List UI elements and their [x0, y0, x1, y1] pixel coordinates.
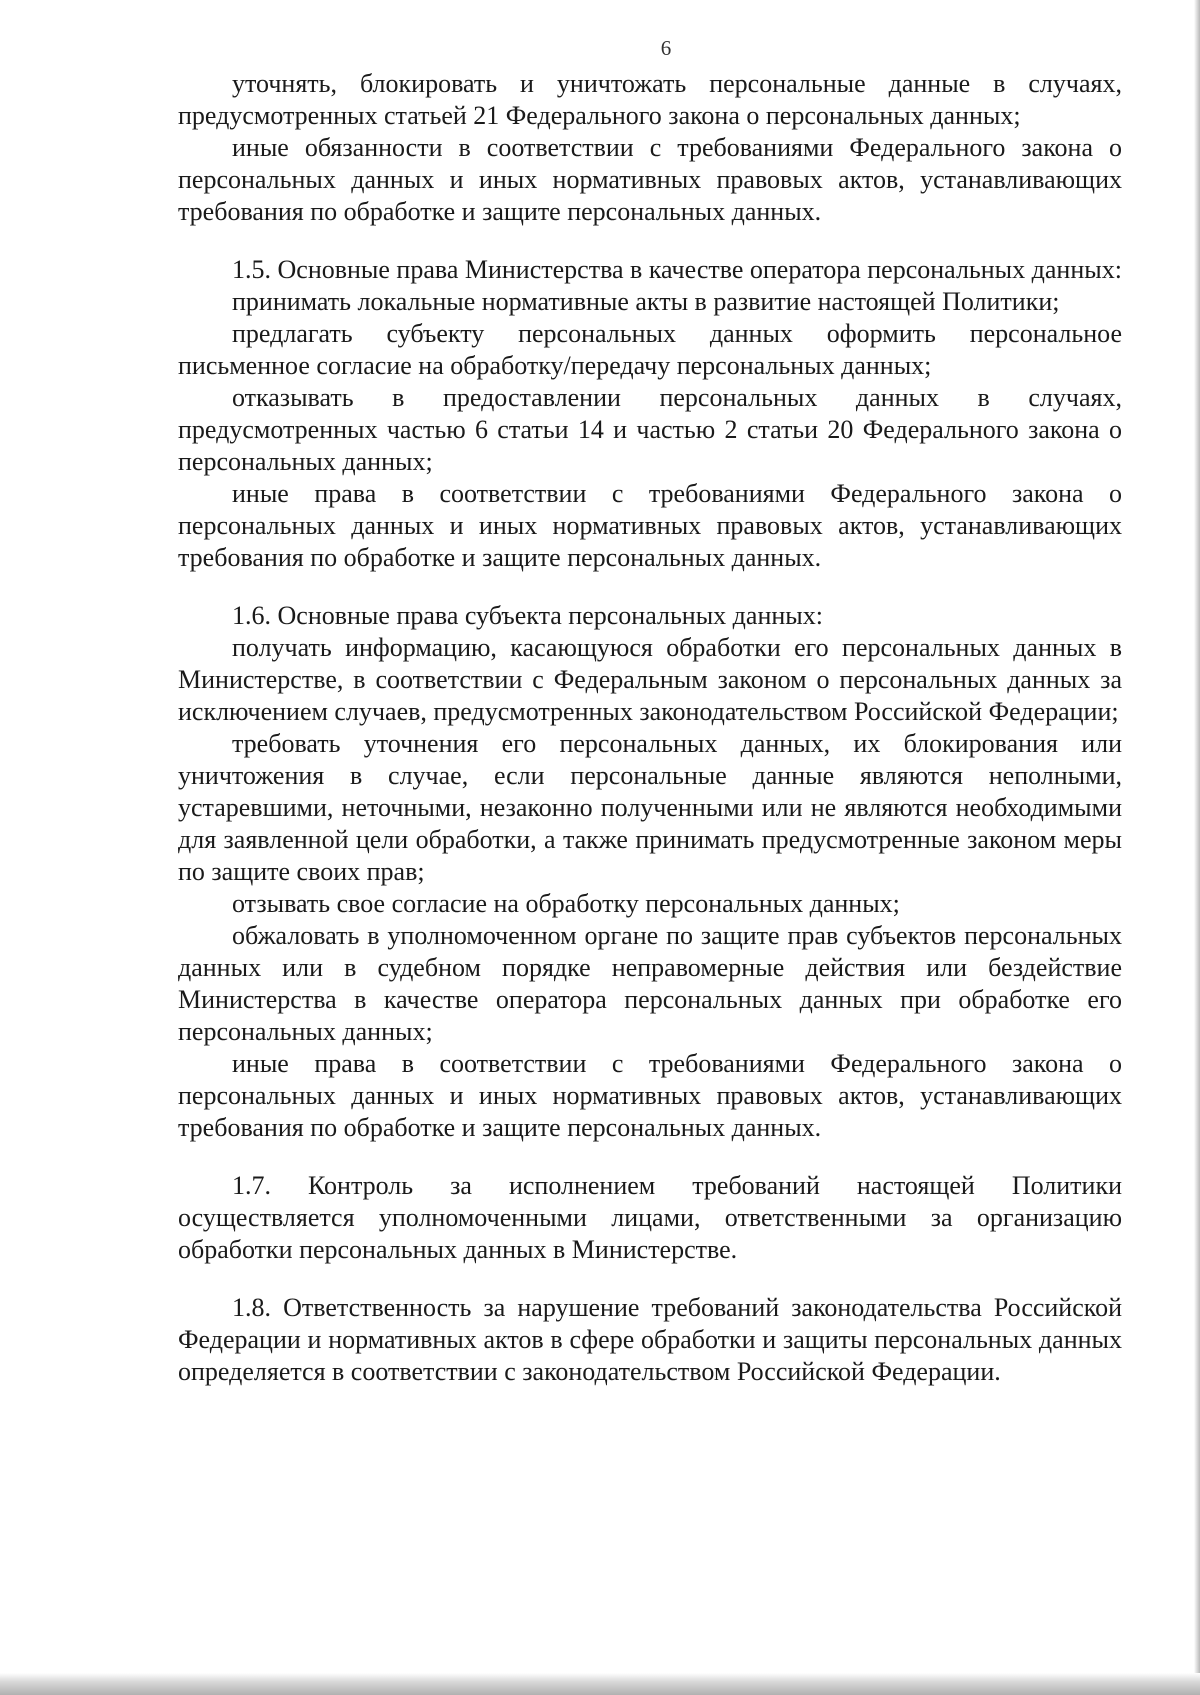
paragraph: предлагать субъекту персональных данных оформить персональное письменное согласие на обработку/передачу персональных данных; [178, 319, 1122, 380]
paragraph: принимать локальные нормативные акты в развитие настоящей Политики; [232, 287, 1060, 316]
paragraph: иные обязанности в соответствии с требованиями Федерального закона о персональных данных и иных нормативных правовых актов, устанавливающих требования по обработке и защите персональных данных. [178, 133, 1122, 226]
paragraph: отказывать в предоставлении персональных данных в случаях, предусмотренных частью 6 статьи 14 и частью 2 статьи 20 Федерального закона о персональных данных; [178, 383, 1122, 476]
section-1-7: 1.7. Контроль за исполнением требований настоящей Политики осуществляется уполномоченными лицами, ответственными за организацию обработки персональных данных в Министерстве. [178, 1171, 1122, 1264]
page-number: 6 [660, 36, 672, 60]
section-heading-1-5: 1.5. Основные права Министерства в качестве оператора персональных данных: [232, 255, 1122, 284]
paragraph: требовать уточнения его персональных данных, их блокирования или уничтожения в случае, если персональные данные являются неполными, устаревшими, неточными, незаконно полученными или не являются необходимыми для заявленной цели обработки, а также принимать предусмотренные законом меры по защите своих прав; [178, 729, 1122, 886]
scan-edge-right [1194, 0, 1200, 1695]
section-heading-1-6: 1.6. Основные права субъекта персональных данных: [232, 601, 823, 630]
document-body [178, 68, 1122, 1388]
scan-edge-bottom [0, 1673, 1200, 1695]
paragraph: иные права в соответствии с требованиями Федерального закона о персональных данных и иных нормативных правовых актов, устанавливающих требования по обработке и защите персональных данных. [178, 1049, 1122, 1142]
paragraph: отзывать свое согласие на обработку персональных данных; [232, 889, 900, 918]
paragraph: получать информацию, касающуюся обработки его персональных данных в Министерстве, в соответствии с Федеральным законом о персональных данных за исключением случаев, предусмотренных законодательством Российской Федерации; [178, 633, 1122, 726]
paragraph: уточнять, блокировать и уничтожать персональные данные в случаях, предусмотренных статьей 21 Федерального закона о персональных данных; [178, 69, 1122, 130]
paragraph: иные права в соответствии с требованиями Федерального закона о персональных данных и иных нормативных правовых актов, устанавливающих требования по обработке и защите персональных данных. [178, 479, 1122, 572]
section-1-8: 1.8. Ответственность за нарушение требований законодательства Российской Федерации и нормативных актов в сфере обработки и защиты персональных данных определяется в соответствии с законодательством Российской Федерации. [178, 1293, 1122, 1386]
paragraph: обжаловать в уполномоченном органе по защите прав субъектов персональных данных или в судебном порядке неправомерные действия или бездействие Министерства в качестве оператора персональных данных при обработке его персональных данных; [178, 921, 1122, 1046]
